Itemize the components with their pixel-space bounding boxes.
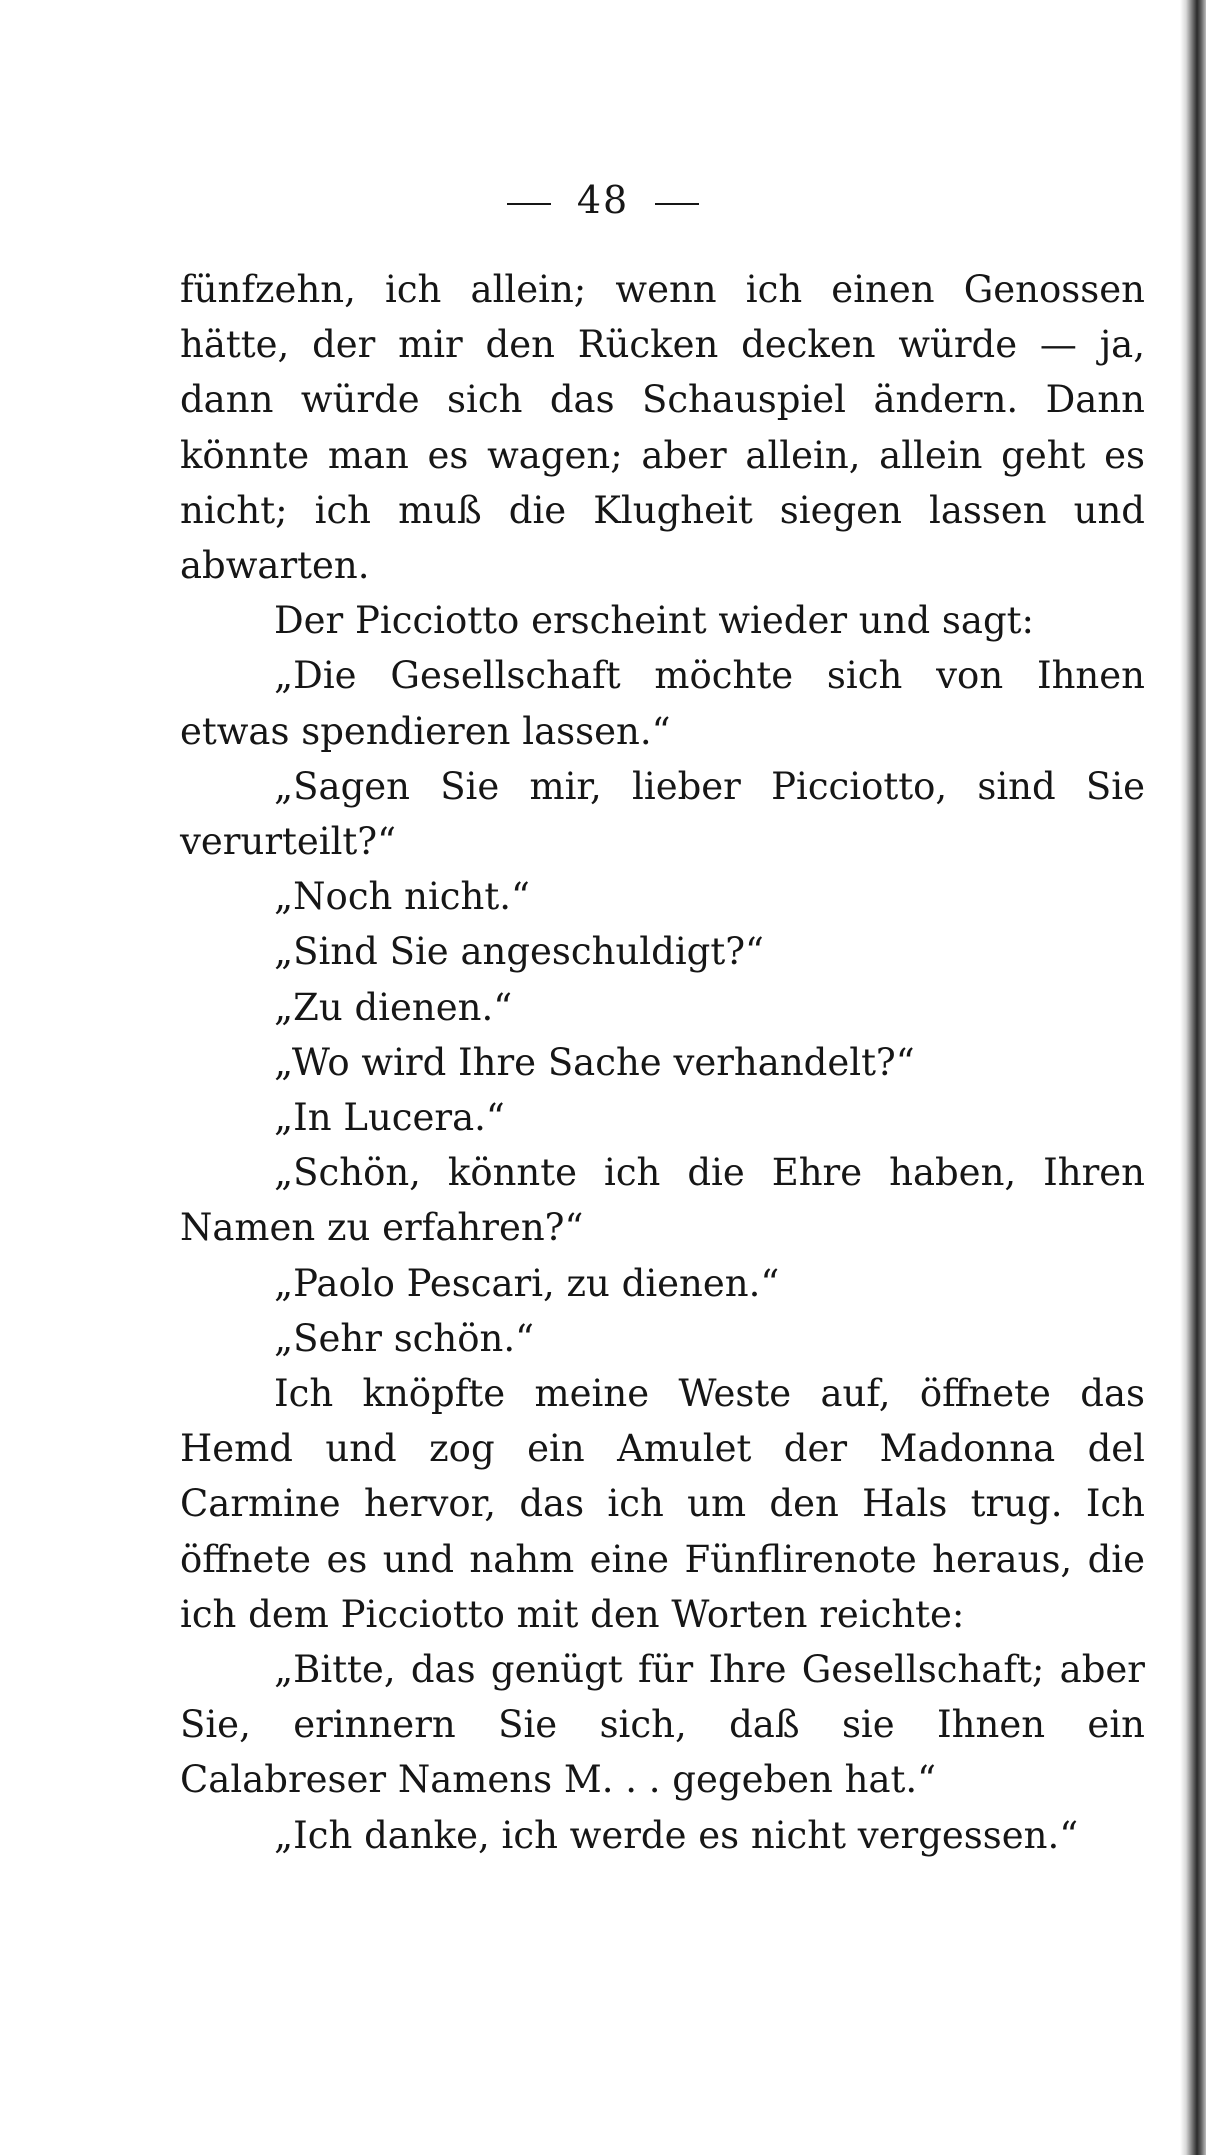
body-text [180,262,1145,1863]
paragraph: „Sagen Sie mir, lieber Picciotto, sind Sie verurteilt?“ [180,764,1145,864]
paragraph: fünfzehn, ich allein; wenn ich einen Genossen hätte, der mir den Rücken decken würde — ja, dann würde sich das Schauspiel ändern. Dann könnte man es wagen; aber allein, allein geht es nicht; ich muß die Klugheit siegen lassen und abwarten. [180,268,1145,588]
page-edge [1180,0,1206,2155]
page-number-dash-left [507,203,551,205]
paragraph: „Sehr schön.“ [274,1316,535,1360]
paragraph: „Paolo Pescari, zu dienen.“ [274,1261,780,1305]
paragraph: „Bitte, das genügt für Ihre Gesellschaft; aber Sie, erinnern Sie sich, daß sie Ihnen ein Calabreser Namens M. . . gegeben hat.“ [180,1648,1145,1802]
paragraph: „Noch nicht.“ [274,875,530,919]
paragraph: „In Lucera.“ [274,1096,505,1140]
page-number-dash-right [655,203,699,205]
paragraph: „Schön, könnte ich die Ehre haben, Ihren Namen zu erfahren?“ [180,1151,1145,1250]
paragraph: Ich knöpfte meine Weste auf, öffnete das Hemd und zog ein Amulet der Madonna del Carmine hervor, das ich um den Hals trug. Ich öffnete es und nahm eine Fünflirenote heraus, die ich dem Picciotto mit den Worten reichte: [180,1372,1145,1636]
paragraph: „Wo wird Ihre Sache verhandelt?“ [274,1040,915,1084]
page-number-value: 48 [576,178,630,222]
paragraph: „Sind Sie angeschuldigt?“ [274,930,764,974]
paragraph: „Zu dienen.“ [274,985,513,1029]
paragraph: Der Picciotto erscheint wieder und sagt: [274,599,1034,643]
page-number [0,178,1206,222]
paragraph: „Ich danke, ich werde es nicht vergessen.“ [274,1813,1079,1857]
paragraph: „Die Gesellschaft möchte sich von Ihnen etwas spendieren lassen.“ [180,654,1145,753]
